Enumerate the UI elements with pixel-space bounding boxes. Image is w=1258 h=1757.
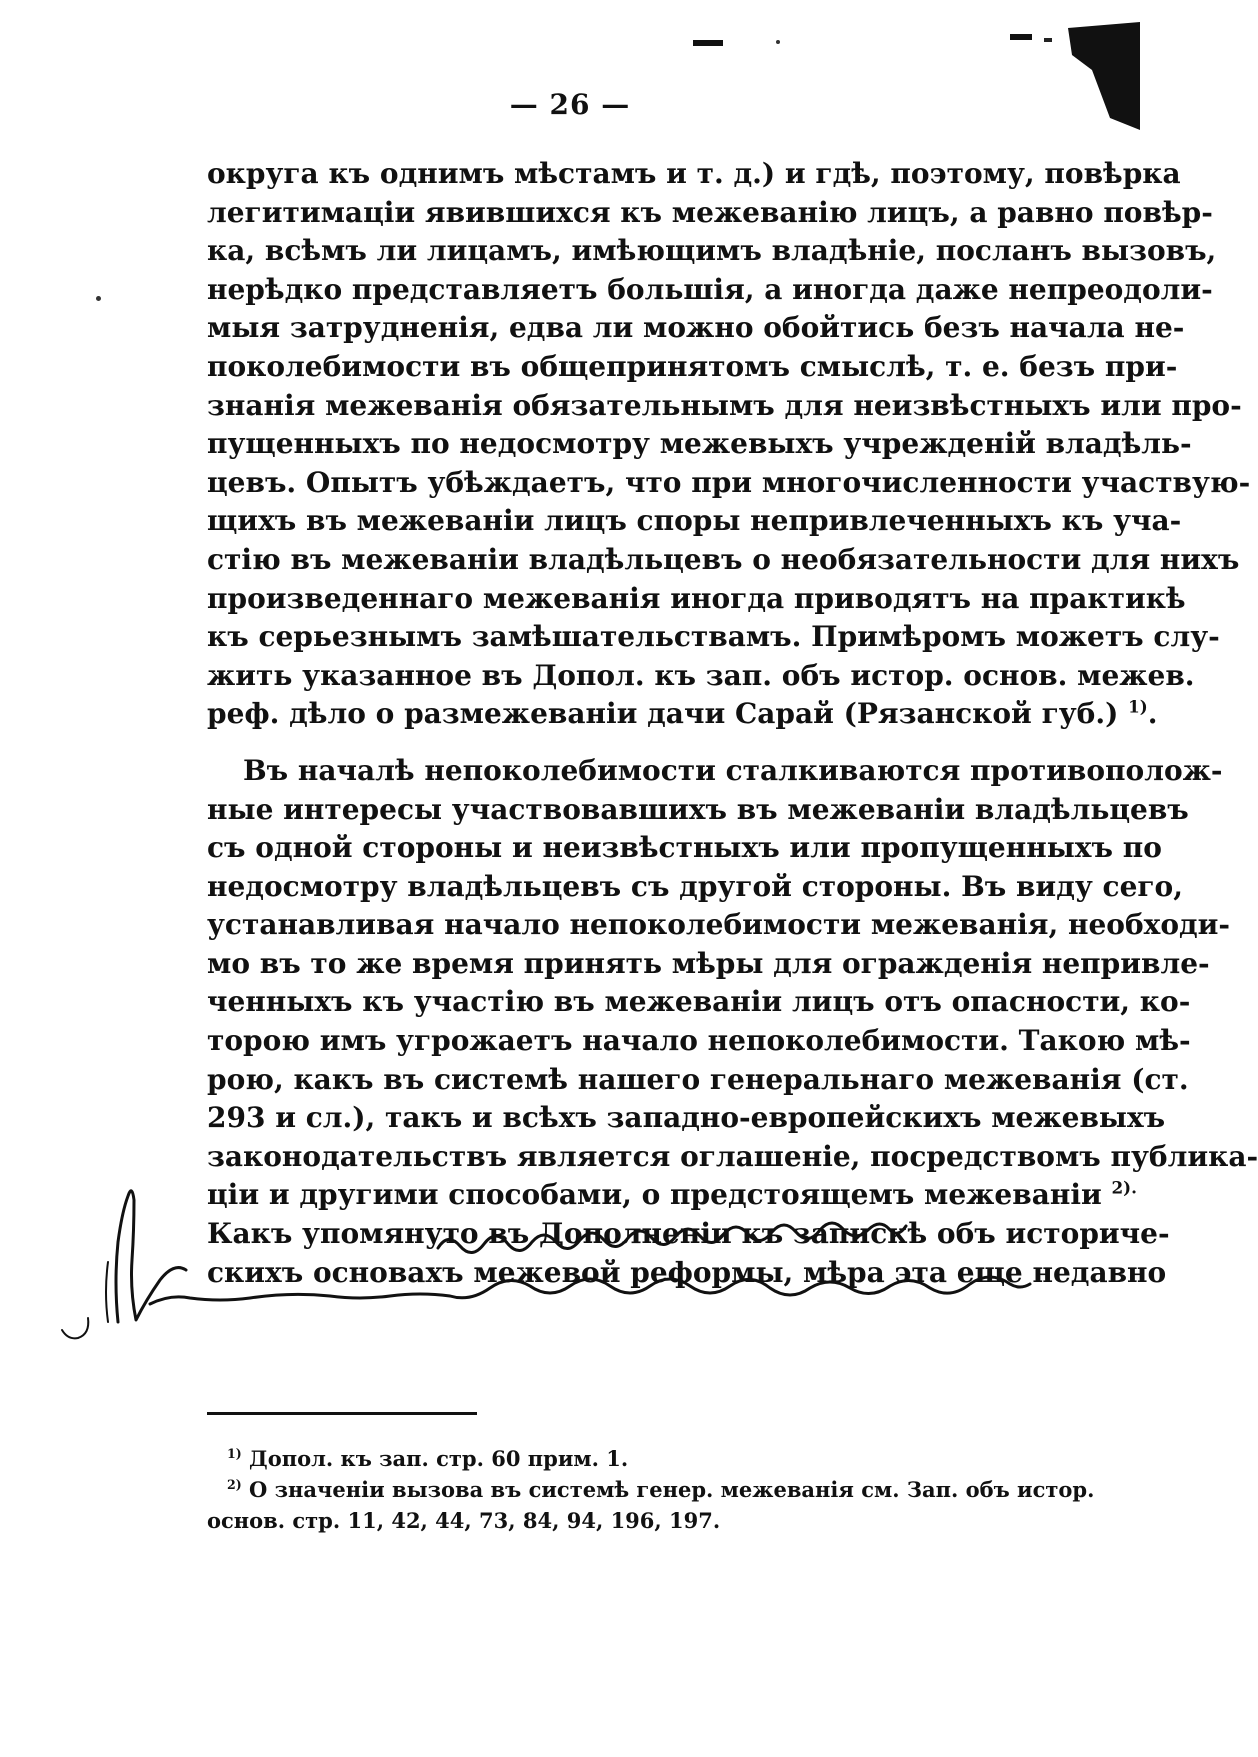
handwritten-hook [62,1318,88,1338]
text-line: пущенныхъ по недосмотру межевыхъ учрежденій владѣль- [207,427,1192,461]
text-line-last: реф. дѣло о размежеваніи дачи Сарай (Рязанской губ.) $^{1)}$. [207,696,1158,731]
text-line: знанія межеванія обязательнымъ для неизвѣстныхъ или про- [207,388,1242,422]
main-text [207,155,1258,1292]
text-line: стію въ межеваніи владѣльцевъ о необязательности для нихъ [207,542,1240,576]
text-line: ка, всѣмъ ли лицамъ, имѣющимъ владѣніе, посланъ вызовъ, [207,234,1217,268]
text-line: Какъ упомянуто въ Дополненіи къ запискѣ объ историче- [207,1217,1170,1251]
text-line: мо въ то же время принять мѣры для огражденія непривле- [207,946,1210,980]
text-line: щихъ въ межеваніи лицъ споры непривлеченныхъ къ уча- [207,504,1182,538]
footnote-2 [207,1474,1095,1505]
text-line: поколебимости въ общепринятомъ смыслѣ, т. е. безъ при- [207,349,1178,383]
footnote-1-marker: 1) [227,1446,242,1461]
text-line: законодательствъ является оглашеніе, посредствомъ публика- [207,1139,1258,1173]
text-line: Въ началѣ непоколебимости сталкиваются противополож- [243,753,1223,787]
footnote-2-continuation: основ. стр. 11, 42, 44, 73, 84, 94, 196, 197. [207,1508,721,1533]
text-line: нерѣдко представляетъ большія, а иногда даже непреодоли- [207,272,1213,306]
text-line: торою имъ угрожаетъ начало непоколебимости. Такою мѣ- [207,1024,1191,1058]
footnote-ref: 2). [1111,1178,1137,1199]
text-line: легитимаціи явившихся къ межеванію лицъ, а равно повѣр- [207,195,1213,229]
text-line: произведеннаго межеванія иногда приводятъ на практикѣ [207,581,1186,615]
handwritten-letter-v [116,1191,186,1322]
handwritten-stroke-left [106,1262,108,1322]
text-line: скихъ основахъ межевой реформы, мѣра эта еще недавно [207,1255,1167,1289]
text-line: ные интересы участвовавшихъ въ межеваніи владѣльцевъ [207,792,1189,826]
scan-speck [693,40,723,46]
footnote-2-text: О значеніи вызова въ системѣ генер. межеванія см. Зап. объ истор. [249,1477,1095,1502]
text-line: жить указанное въ Допол. къ зап. объ истор. основ. межев. [207,658,1195,692]
text-line-content: реф. дѣло о размежеваніи дачи Сарай (Рязанской губ.) [207,697,1119,731]
text-line: 293 и сл.), такъ и всѣхъ западно-европейскихъ межевыхъ [207,1101,1166,1135]
text-line: рою, какъ въ системѣ нашего генеральнаго межеванія (ст. [207,1062,1189,1096]
text-line: ченныхъ къ участію въ межеваніи лицъ отъ опасности, ко- [207,985,1191,1019]
text-line: съ одной стороны и неизвѣстныхъ или пропущенныхъ по [207,831,1162,865]
text-line: недосмотру владѣльцевъ съ другой стороны. Въ виду сего, [207,869,1183,903]
text-line: округа къ однимъ мѣстамъ и т. д.) и гдѣ, поэтому, повѣрка [207,157,1181,190]
footnote-2-marker: 2) [227,1477,242,1492]
text-line-content: ціи и другими способами, о предстоящемъ межеваніи [207,1178,1102,1212]
text-line: мыя затрудненія, едва ли можно обойтись безъ начала не- [207,311,1185,345]
page-number: — 26 — [509,88,631,121]
footnote-1 [207,1443,1015,1474]
scan-speck [776,40,780,44]
footnotes [207,1443,1095,1536]
text-line: устанавливая начало непоколебимости межеванія, необходи- [207,908,1231,942]
footnote-1-text: Допол. къ зап. стр. 60 прим. 1. [249,1446,629,1471]
paragraph-2 [207,752,1258,1292]
footnote-divider [207,1412,477,1415]
footnote-ref: 1) [1128,696,1148,717]
scan-speck [96,296,101,301]
text-line: къ серьезнымъ замѣшательствамъ. Примѣромъ можетъ слу- [207,620,1220,654]
text-line [207,1176,1137,1215]
text-line: цевъ. Опытъ убѣждаетъ, что при многочисленности участвую- [207,465,1251,499]
